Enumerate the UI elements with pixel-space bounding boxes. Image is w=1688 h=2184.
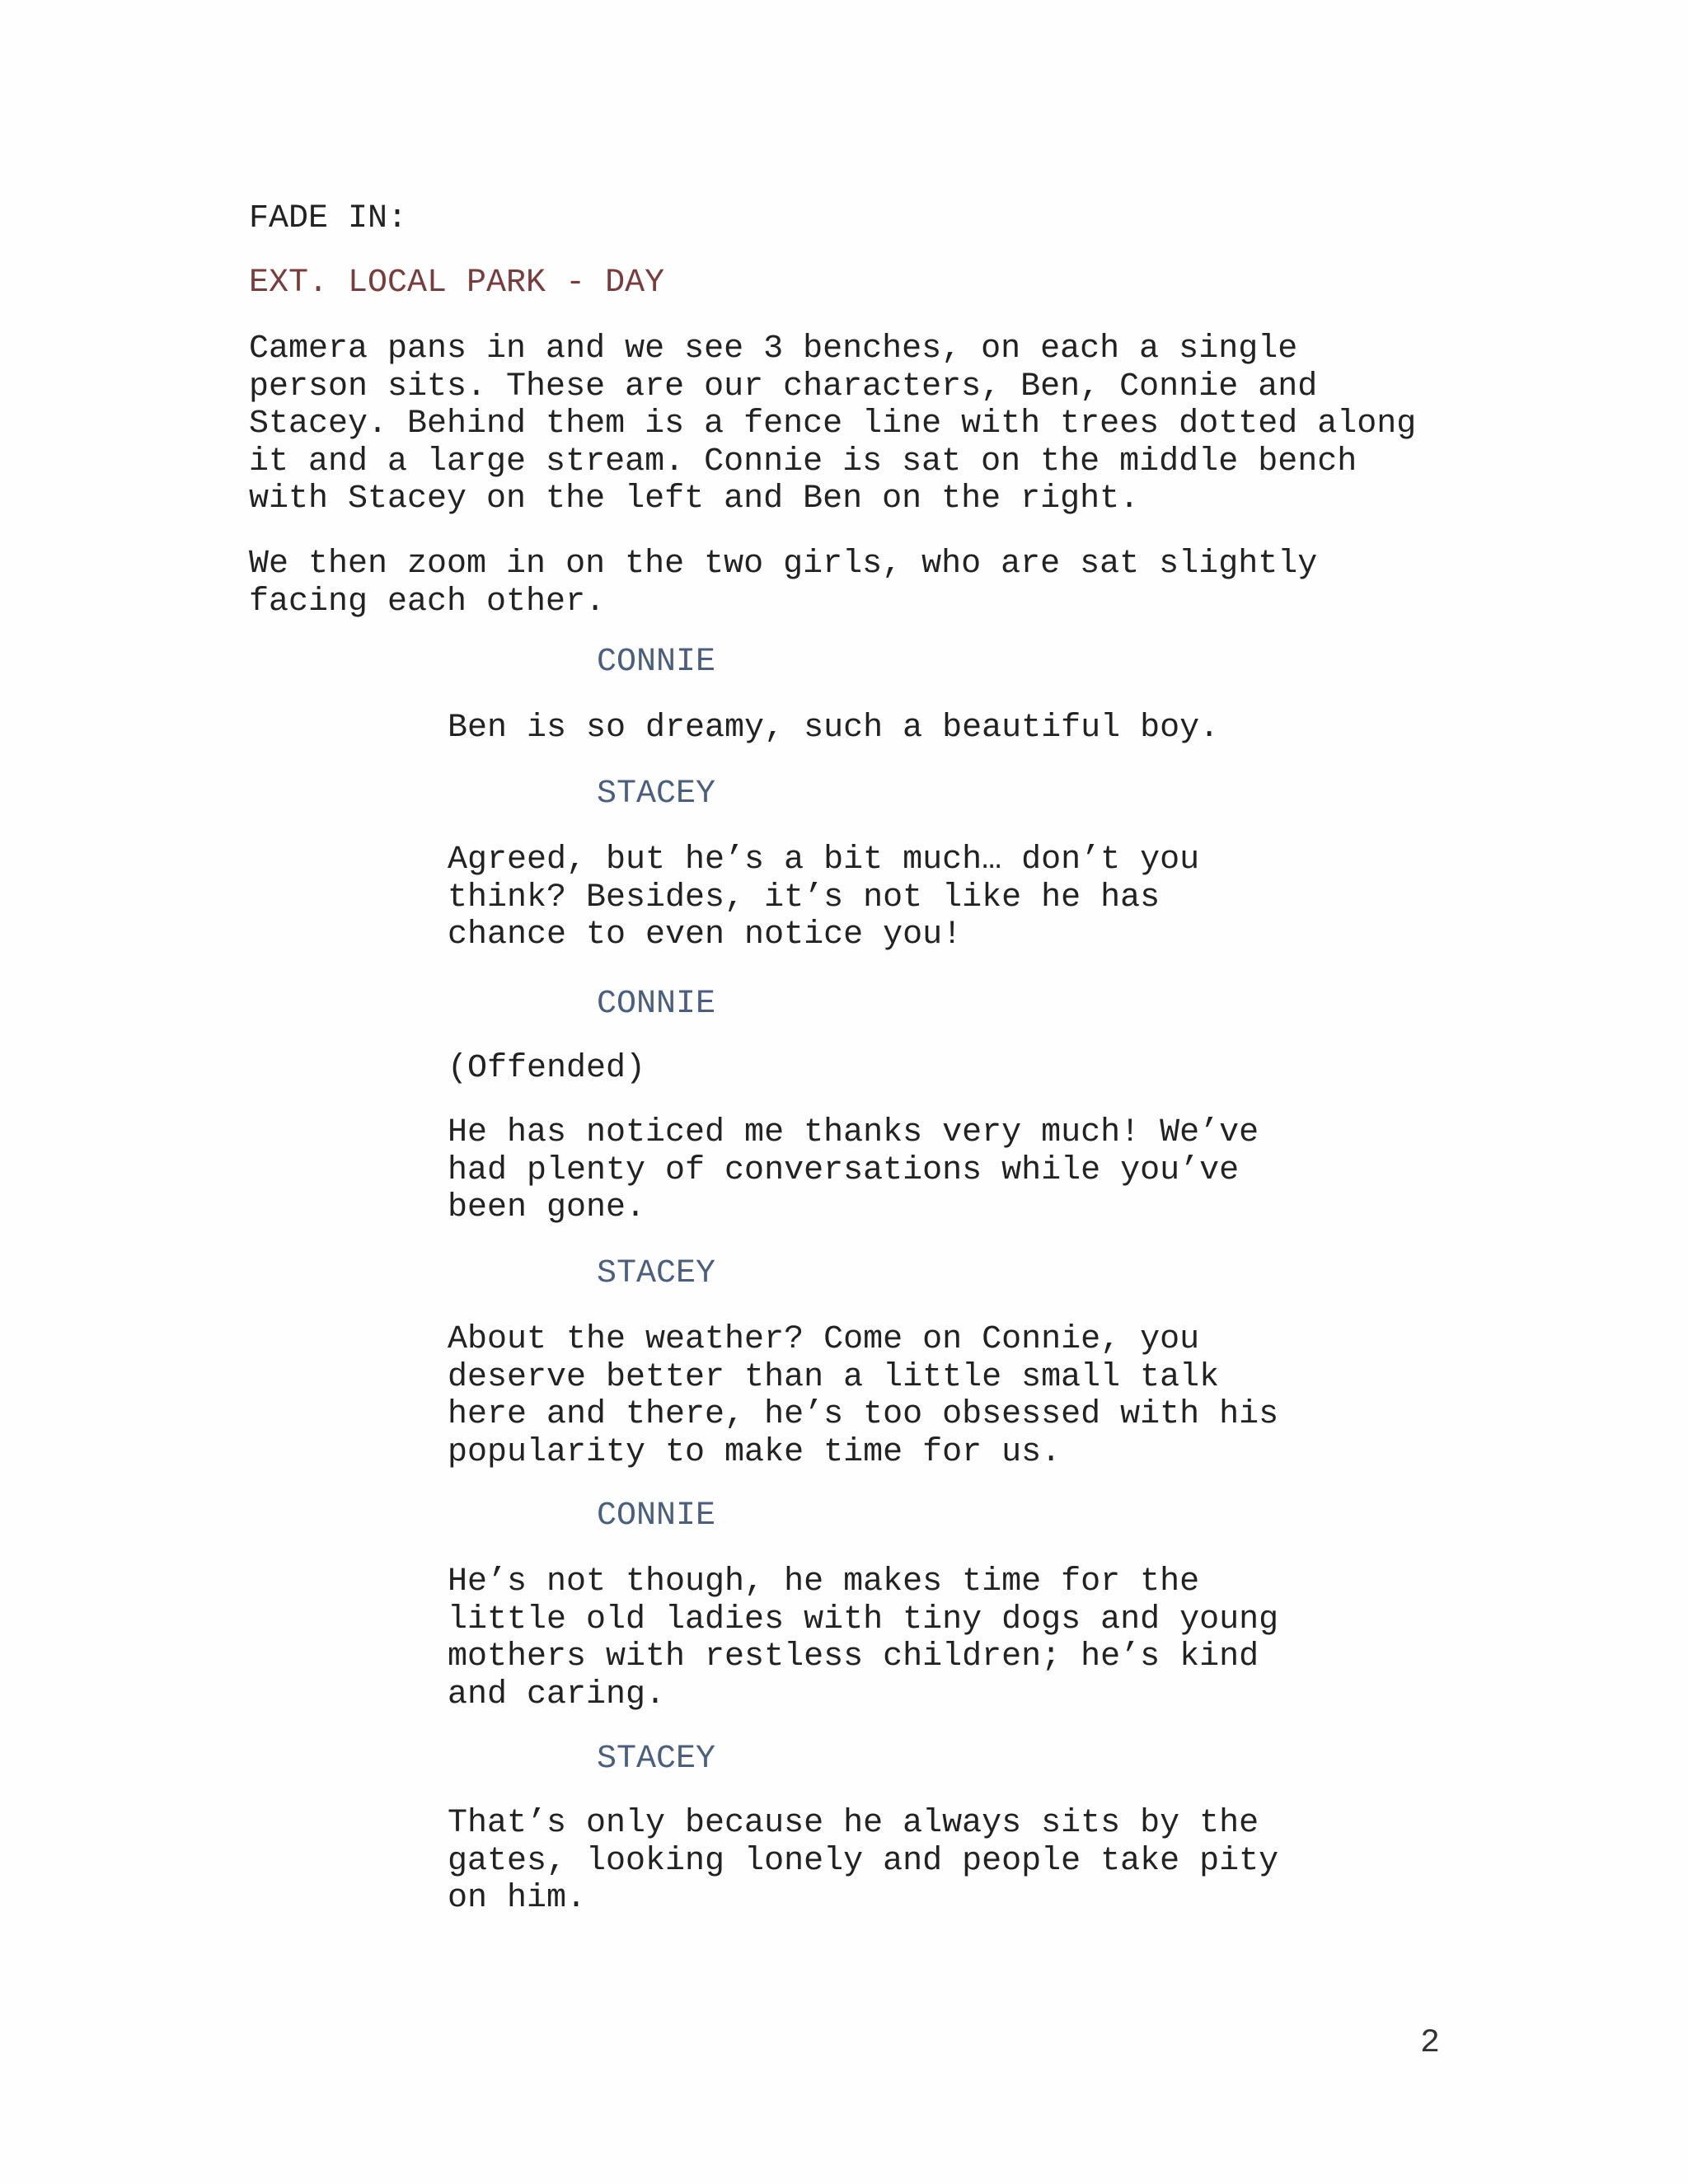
scene-heading: EXT. LOCAL PARK - DAY	[249, 265, 665, 302]
character-name: CONNIE	[597, 644, 716, 681]
dialogue-text: Agreed, but he’s a bit much… don’t you think? Besides, it’s not like he has chance to even notice you!	[448, 841, 1200, 954]
dialogue-text: Ben is so dreamy, such a beautiful boy.	[448, 710, 1220, 747]
page-number: 2	[1420, 2025, 1441, 2062]
character-name: STACEY	[597, 1255, 716, 1292]
character-name: STACEY	[597, 776, 716, 813]
action-paragraph: Camera pans in and we see 3 benches, on each a single person sits. These are our characters, Ben, Connie and Stacey. Behind them is a fence line with trees dotted along it and a large stream. Connie is sat on the middle bench with Stacey on the left and Ben on the right.	[249, 330, 1417, 518]
action-paragraph: We then zoom in on the two girls, who are sat slightly facing each other.	[249, 546, 1318, 621]
dialogue-text: He has noticed me thanks very much! We’ve had plenty of conversations while you’ve been gone.	[448, 1114, 1259, 1226]
parenthetical: (Offended)	[448, 1050, 646, 1087]
character-name: STACEY	[597, 1741, 716, 1778]
transition: FADE IN:	[249, 200, 408, 237]
dialogue-text: He’s not though, he makes time for the little old ladies with tiny dogs and young mothers with restless children; he’s kind and caring.	[448, 1563, 1279, 1713]
character-name: CONNIE	[597, 1497, 716, 1535]
dialogue-text: About the weather? Come on Connie, you deserve better than a little small talk here and there, he’s too obsessed with his popularity to make time for us.	[448, 1321, 1279, 1471]
dialogue-text: That’s only because he always sits by the gates, looking lonely and people take pity on him.	[448, 1805, 1279, 1917]
character-name: CONNIE	[597, 986, 716, 1023]
